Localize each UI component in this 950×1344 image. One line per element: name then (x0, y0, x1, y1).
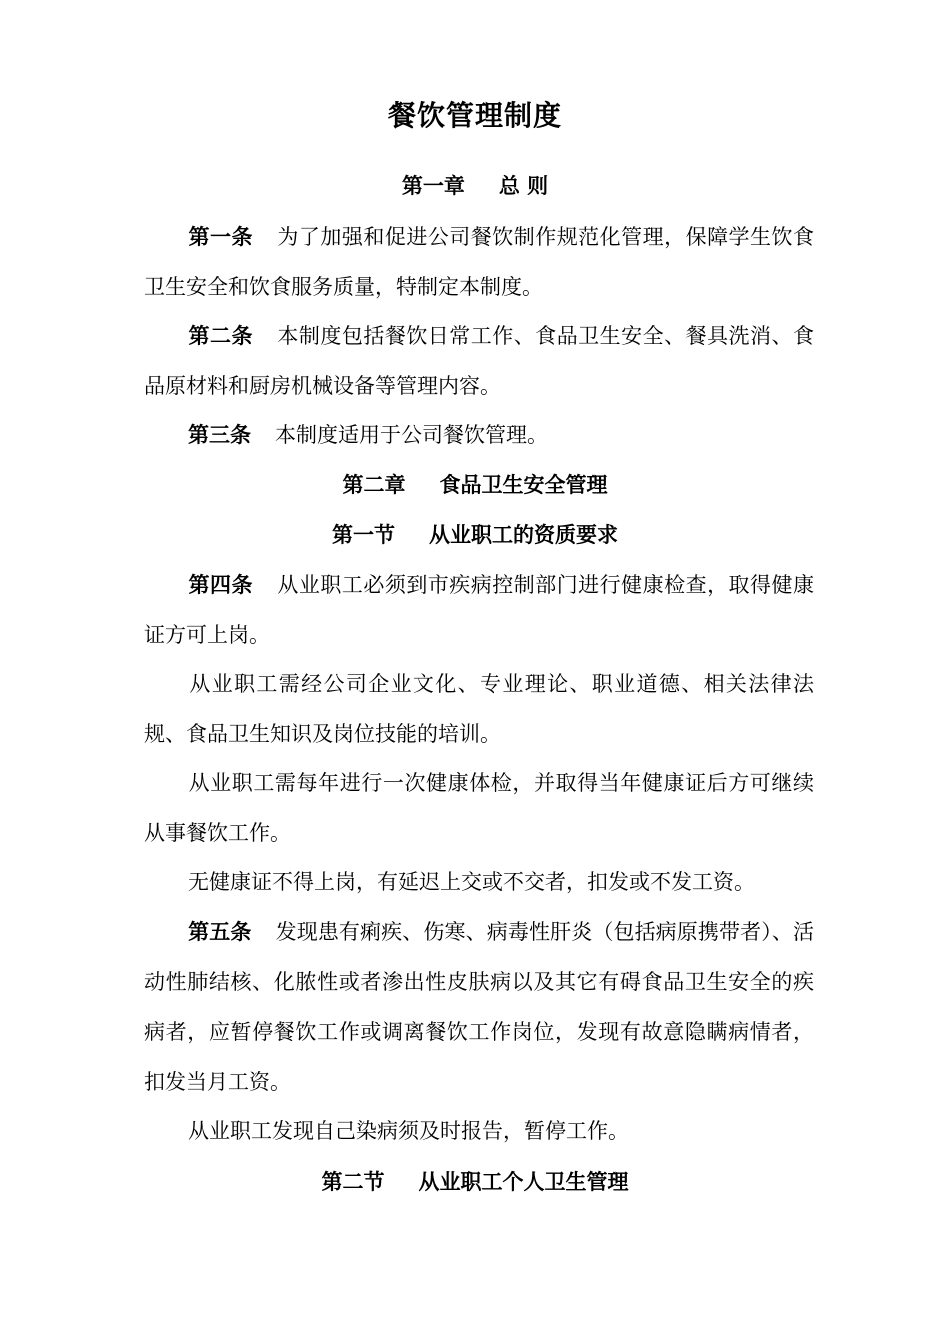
article-3-text: 本制度适用于公司餐饮管理。 (275, 423, 548, 447)
article-5-label: 第五条 (188, 920, 252, 944)
article-3-label: 第三条 (188, 423, 251, 447)
paragraph-checkup (144, 758, 814, 858)
document-title: 餐饮管理制度 (387, 99, 562, 132)
chapter-2-name: 食品卫生安全管理 (439, 472, 608, 497)
paragraph-training (144, 659, 814, 759)
paragraph-training-text: 从业职工需经公司企业文化、专业理论、职业道德、相关法律法规、食品卫生知识及岗位技能的培训。 (144, 672, 814, 746)
paragraph-checkup-text: 从业职工需每年进行一次健康体检，并取得当年健康证后方可继续从事餐饮工作。 (144, 771, 814, 845)
article-1-text: 为了加强和促进公司餐饮制作规范化管理，保障学生饮食卫生安全和饮食服务质量，特制定本制度。 (144, 225, 815, 299)
section-2-heading (0, 1166, 950, 1198)
paragraph-report-text: 从业职工发现自己染病须及时报告，暂停工作。 (188, 1119, 629, 1143)
paragraph-no-certificate (144, 857, 814, 907)
article-2-label: 第二条 (188, 324, 253, 348)
section-1-heading (0, 519, 950, 551)
section-2-name: 从业职工个人卫生管理 (418, 1169, 629, 1194)
chapter-2-heading (0, 469, 950, 501)
article-5 (144, 907, 814, 1107)
article-5-text: 发现患有痢疾、伤寒、病毒性肝炎（包括病原携带者）、活动性肺结核、化脓性或者渗出性皮肤病以及其它有碍食品卫生安全的疾病者，应暂停餐饮工作或调离餐饮工作岗位，发现有故意隐瞒病情者，扣发当月工资。 (144, 920, 814, 1094)
article-2 (144, 311, 814, 411)
article-1-label: 第一条 (188, 225, 253, 249)
paragraph-report (144, 1106, 814, 1156)
chapter-1-number: 第一章 (401, 173, 465, 198)
article-3 (144, 410, 814, 460)
article-2-text: 本制度包括餐饮日常工作、食品卫生安全、餐具洗消、食品原材料和厨房机械设备等管理内容。 (144, 324, 815, 398)
chapter-2-number: 第二章 (342, 472, 406, 497)
article-4-label: 第四条 (188, 573, 253, 597)
article-4 (144, 560, 814, 660)
section-1-name: 从业职工的资质要求 (429, 522, 618, 547)
article-1 (144, 212, 814, 312)
section-2-number: 第二节 (321, 1169, 385, 1194)
chapter-1-heading (0, 170, 950, 202)
paragraph-no-certificate-text: 无健康证不得上岗，有延迟上交或不交者，扣发或不发工资。 (188, 870, 755, 894)
article-4-text: 从业职工必须到市疾病控制部门进行健康检查，取得健康证方可上岗。 (144, 573, 815, 647)
section-1-number: 第一节 (332, 522, 395, 547)
chapter-1-name: 总 则 (498, 173, 549, 198)
